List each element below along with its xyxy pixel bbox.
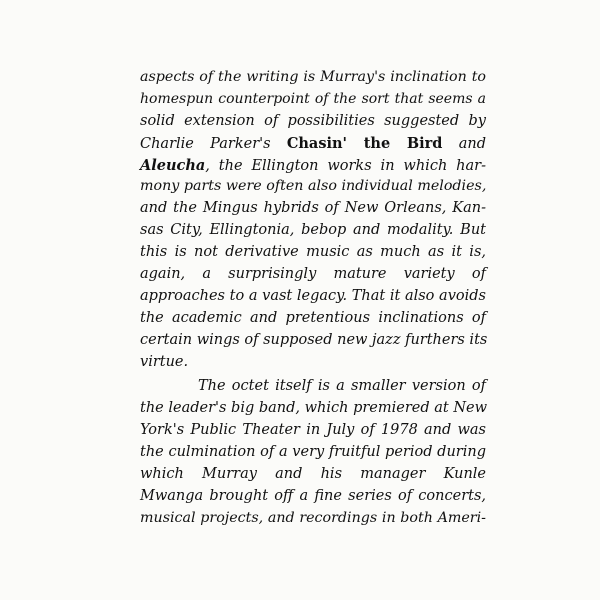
text-line: again, a surprisingly mature variety of [140, 266, 486, 283]
paragraph-2 [140, 376, 486, 529]
text-column [140, 67, 486, 530]
text-line: homespun counterpoint of the sort that seems a [140, 90, 486, 107]
text-line: and the Mingus hybrids of New Orleans, Kan- [140, 200, 486, 217]
text-line: musical projects, and recordings in both Ameri- [140, 509, 486, 526]
text-line: approaches to a vast legacy. That it also avoids [140, 287, 486, 304]
text-run: , the Ellington works in which har- [205, 157, 486, 174]
text-line: which Murray and his manager Kunle [140, 466, 486, 483]
text-line: the culmination of a very fruitful period during [140, 444, 486, 461]
paragraph-1 [140, 67, 486, 373]
album-title: Chasin' the Bird [286, 134, 443, 152]
text-line: the academic and pretentious inclinations of [140, 309, 486, 326]
text-run: and [442, 135, 486, 152]
text-line: mony parts were often also individual melodies, [140, 178, 487, 195]
album-title: Aleucha [140, 156, 206, 174]
text-line [140, 133, 486, 155]
text-line: this is not derivative music as much as it is, [140, 244, 486, 261]
text-run: Charlie Parker's [140, 135, 287, 152]
text-line: virtue. [140, 353, 189, 370]
text-line: certain wings of supposed new jazz furthers its [140, 331, 488, 348]
text-line: aspects of the writing is Murray's inclination to [140, 69, 486, 85]
text-line: York's Public Theater in July of 1978 and was [140, 422, 486, 439]
text-line: solid extension of possibilities suggested by [140, 112, 486, 129]
text-line [140, 155, 486, 177]
text-line: sas City, Ellingtonia, bebop and modality. But [140, 222, 486, 239]
text-line: Mwanga brought off a fine series of concerts, [140, 487, 486, 504]
text-line: The octet itself is a smaller version of [198, 378, 486, 395]
text-line: the leader's big band, which premiered at New [140, 400, 488, 417]
